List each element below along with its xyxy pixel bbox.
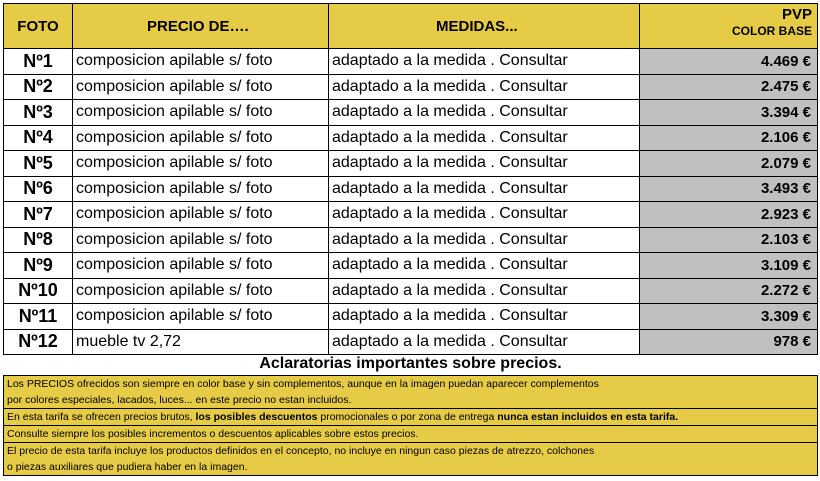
row-medidas: adaptado a la medida . Consultar [329,176,640,202]
table-row [4,278,818,304]
row-description: composicion apilable s/ foto [73,304,329,330]
header-medidas: MEDIDAS... [329,4,640,49]
row-medidas: adaptado a la medida . Consultar [329,304,640,330]
row-number: Nº1 [4,49,73,75]
note-incrementos-line: Consulte siempre los posibles incrementos o descuentos aplicables sobre estos precios. [7,428,419,440]
row-price: 3.394 € [640,100,818,126]
row-number: Nº4 [4,125,73,151]
table-row [4,253,818,279]
row-medidas: adaptado a la medida . Consultar [329,74,640,100]
row-medidas: adaptado a la medida . Consultar [329,151,640,177]
row-medidas: adaptado a la medida . Consultar [329,49,640,75]
row-price: 2.272 € [640,278,818,304]
row-price: 2.475 € [640,74,818,100]
row-description: composicion apilable s/ foto [73,278,329,304]
row-description: composicion apilable s/ foto [73,227,329,253]
table-row [4,202,818,228]
note-descuentos-b: los posibles descuentos [195,411,318,423]
header-color-base: COLOR BASE [731,24,812,38]
row-price: 2.106 € [640,125,818,151]
row-description: composicion apilable s/ foto [73,253,329,279]
row-number: Nº7 [4,202,73,228]
header-pvp [640,4,818,49]
row-price: 2.103 € [640,227,818,253]
header-pvp-label: PVP [781,6,812,23]
row-number: Nº5 [4,151,73,177]
note-complementos [4,376,817,408]
row-description: composicion apilable s/ foto [73,100,329,126]
note-incrementos [4,425,817,442]
notes-title: Aclaratorias importantes sobre precios. [259,355,562,372]
row-description: composicion apilable s/ foto [73,151,329,177]
row-price: 978 € [640,329,818,355]
note-descuentos-line [7,409,817,425]
row-number: Nº6 [4,176,73,202]
row-price: 3.109 € [640,253,818,279]
table-header-row [4,4,818,49]
table-row [4,125,818,151]
notes-box [3,375,818,476]
row-number: Nº8 [4,227,73,253]
price-table [3,3,818,355]
row-medidas: adaptado a la medida . Consultar [329,329,640,355]
table-row [4,49,818,75]
row-medidas: adaptado a la medida . Consultar [329,100,640,126]
note-incluye-line1: El precio de esta tarifa incluye los productos definidos en el concepto, no incluye en ningun caso piezas de atrezzo, colchones [7,445,595,457]
row-description: composicion apilable s/ foto [73,125,329,151]
row-price: 3.309 € [640,304,818,330]
row-price: 2.923 € [640,202,818,228]
row-description: composicion apilable s/ foto [73,49,329,75]
note-descuentos-a: En esta tarifa se ofrecen precios brutos, [7,411,196,423]
table-row [4,151,818,177]
row-medidas: adaptado a la medida . Consultar [329,125,640,151]
row-number: Nº3 [4,100,73,126]
row-description: composicion apilable s/ foto [73,74,329,100]
row-number: Nº11 [4,304,73,330]
note-complementos-line1: Los PRECIOS ofrecidos son siempre en color base y sin complementos, aunque en la imagen puedan aparecer complementos [7,378,599,390]
row-number: Nº2 [4,74,73,100]
note-descuentos-d: nunca estan incluidos en esta tarifa. [497,411,679,423]
note-descuentos-c: promocionales o por zona de entrega [317,411,498,423]
row-medidas: adaptado a la medida . Consultar [329,227,640,253]
row-medidas: adaptado a la medida . Consultar [329,253,640,279]
row-medidas: adaptado a la medida . Consultar [329,278,640,304]
note-descuentos [4,408,817,425]
row-price: 2.079 € [640,151,818,177]
row-price: 3.493 € [640,176,818,202]
row-number: Nº12 [4,329,73,355]
row-description: composicion apilable s/ foto [73,202,329,228]
row-number: Nº9 [4,253,73,279]
table-row [4,74,818,100]
table-row [4,227,818,253]
row-number: Nº10 [4,278,73,304]
row-medidas: adaptado a la medida . Consultar [329,202,640,228]
row-price: 4.469 € [640,49,818,75]
row-description: composicion apilable s/ foto [73,176,329,202]
note-incluye-line2: o piezas auxiliares que pudiera haber en la imagen. [7,461,248,473]
header-precio: PRECIO DE…. [73,4,329,49]
table-row [4,329,818,355]
header-foto: FOTO [4,4,73,49]
note-complementos-line2: por colores especiales, lacados, luces... en este precio no estan incluidos. [7,394,352,406]
table-row [4,100,818,126]
note-incluye [4,442,817,475]
table-row [4,304,818,330]
table-row [4,176,818,202]
row-description: mueble tv 2,72 [73,329,329,355]
